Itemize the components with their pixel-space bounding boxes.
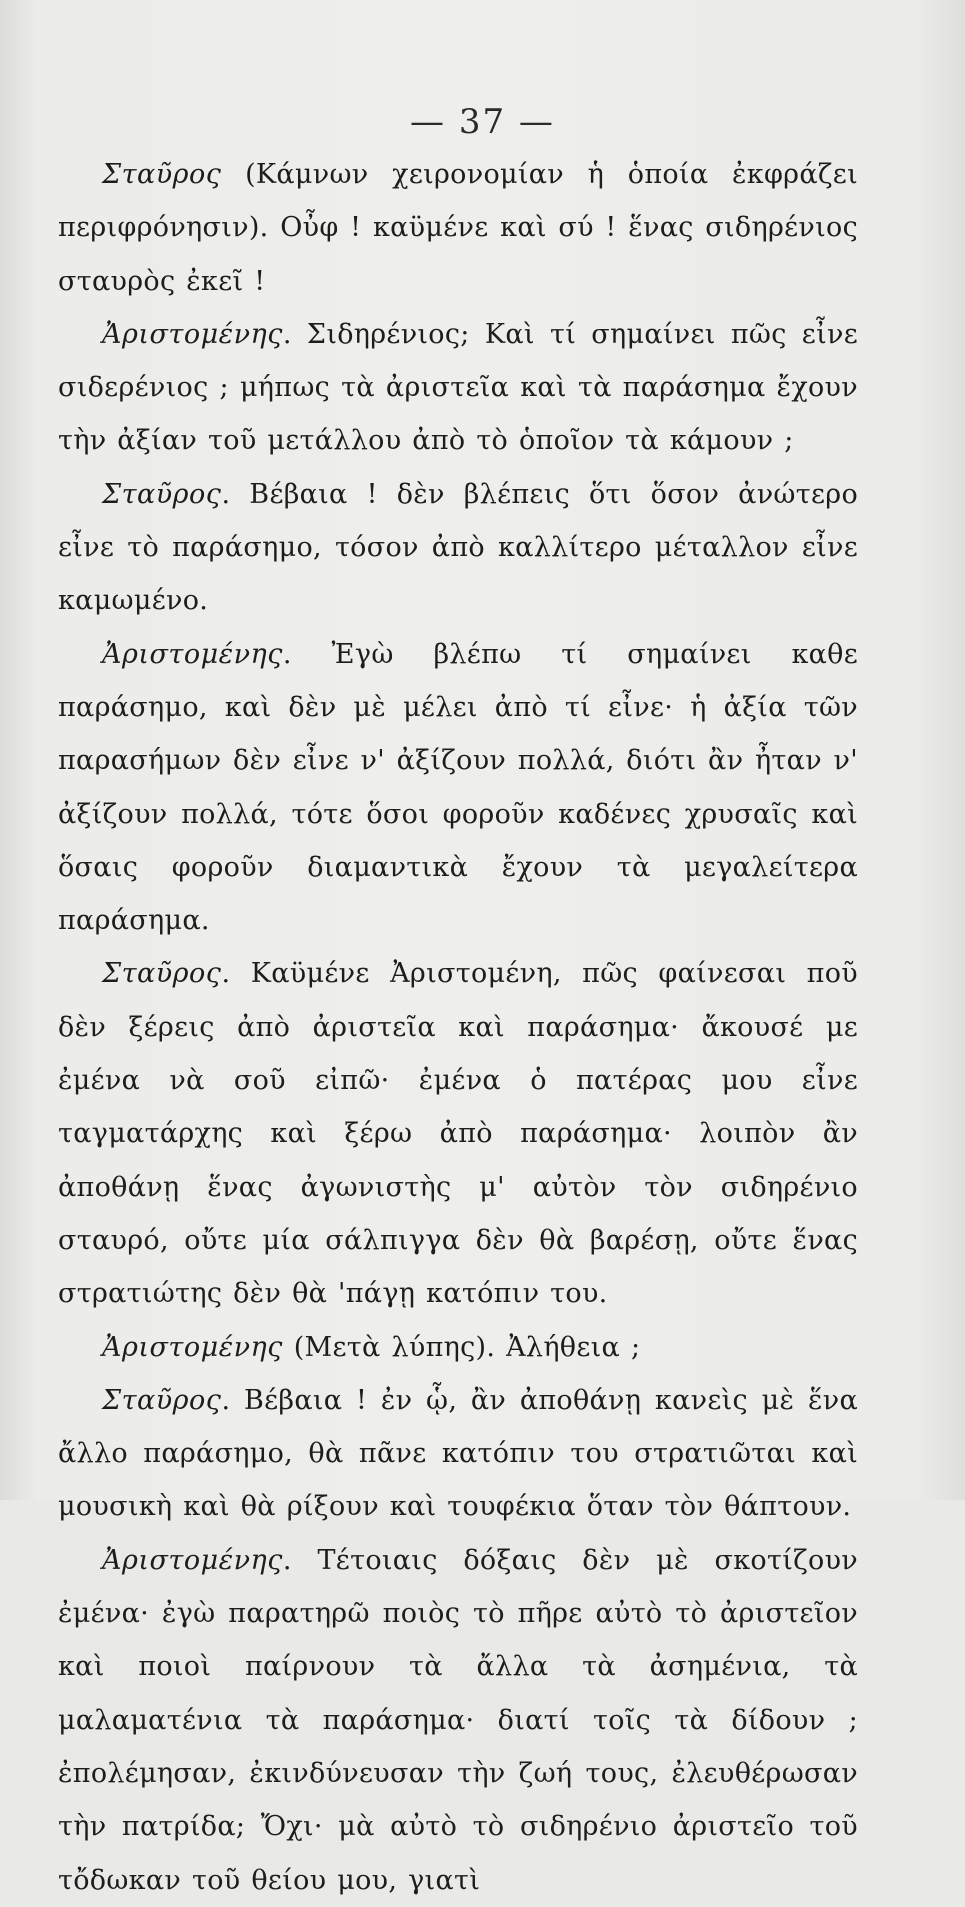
paragraph-text: . Βέβαια ! ἐν ᾧ, ἂν ἀποθάνῃ κανεὶς μὲ ἕνα ἄλλο παράσημο, θὰ πᾶνε κατόπιν του στρατιῶται καὶ μουσικὴ καὶ θὰ ρίξουν καὶ τουφέκια ὅταν τὸν θάπτουν. (58, 1384, 858, 1523)
paragraph-6 (58, 1321, 858, 1374)
paragraph-1 (58, 148, 858, 308)
speaker-name: Σταῦρος (102, 958, 222, 990)
page-number: — 37 — (410, 102, 555, 142)
paragraph-2 (58, 308, 858, 468)
paragraph-text: (Κάμνων χειρονομίαν ἡ ὁποία ἐκφράζει περιφρόνησιν). Οὖφ ! καϋμένε καὶ σύ ! ἕνας σιδηρένιος σταυρὸς ἐκεῖ ! (58, 159, 858, 297)
speaker-name: Ἀριστομένης (102, 318, 283, 350)
paragraph-text: (Μετὰ λύπης). Ἀλήθεια ; (282, 1331, 641, 1363)
speaker-name: Ἀριστομένης (102, 638, 283, 670)
speaker-name: Ἀριστομένης (102, 1331, 283, 1363)
paragraph-8 (58, 1534, 858, 1907)
paragraph-text: . Βέβαια ! δὲν βλέπεις ὅτι ὅσον ἀνώτερο εἶνε τὸ παράσημο, τόσον ἀπὸ καλλίτερο μέταλλον εἶνε καμωμένο. (58, 478, 858, 617)
paragraph-7 (58, 1374, 858, 1534)
dialogue-text (58, 148, 858, 1907)
speaker-name: Σταῦρος (102, 478, 222, 510)
paragraph-text: . Ἐγὼ βλέπω τί σημαίνει καθε παράσημο, καὶ δὲν μὲ μέλει ἀπὸ τί εἶνε· ἡ ἀξία τῶν παρασήμων δὲν εἶνε ν' ἀξίζουν πολλά, διότι ἂν ἦταν ν' ἀξίζουν πολλά, τότε ὅσοι φοροῦν καδένες χρυσαῖς καὶ ὅσαις φοροῦν διαμαντικὰ ἔχουν τὰ μεγαλείτερα παράσημα. (58, 638, 858, 937)
paragraph-4 (58, 628, 858, 948)
paragraph-3 (58, 468, 858, 628)
paragraph-text: . Τέτοιαις δόξαις δὲν μὲ σκοτίζουν ἐμένα· ἐγὼ παρατηρῶ ποιὸς τὸ πῆρε αὐτὸ τὸ ἀριστεῖον καὶ ποιοὶ παίρνουν τὰ ἄλλα τὰ ἀσημένια, τὰ μαλαματένια τὰ παράσημα· διατί τοῖς τὰ δίδουν ; ἐπολέμησαν, ἐκινδύνευσαν τὴν ζωή τους, ἐλευθέρωσαν τὴν πατρίδα; Ὄχι· μὰ αὐτὸ τὸ σιδηρένιο ἀριστεῖο τοῦ τὄδωκαν τοῦ θείου μου, γιατὶ (58, 1544, 858, 1896)
speaker-name: Σταῦρος (102, 1384, 222, 1416)
paragraph-text: . Σιδηρένιος; Καὶ τί σημαίνει πῶς εἶνε σιδερένιος ; μήπως τὰ ἀριστεῖα καὶ τὰ παράσημα ἔχουν τὴν ἀξίαν τοῦ μετάλλου ἀπὸ τὸ ὁποῖον τὰ κάμουν ; (58, 318, 858, 457)
paragraph-5 (58, 947, 858, 1320)
paragraph-text: . Καϋμένε Ἀριστομένη, πῶς φαίνεσαι ποῦ δὲν ξέρεις ἀπὸ ἀριστεῖα καὶ παράσημα· ἄκουσέ με ἐμένα νὰ σοῦ εἰπῶ· ἐμένα ὁ πατέρας μου εἶνε ταγματάρχης καὶ ξέρω ἀπὸ παράσημα· λοιπὸν ἂν ἀποθάνῃ ἕνας ἀγωνιστὴς μ' αὐτὸν τὸν σιδηρένιο σταυρό, οὔτε μία σάλπιγγα δὲν θὰ βαρέσῃ, οὔτε ἕνας στρατιώτης δὲν θὰ 'πάγῃ κατόπιν του. (58, 958, 858, 1310)
speaker-name: Ἀριστομένης (102, 1544, 283, 1576)
speaker-name: Σταῦρος (102, 159, 222, 190)
